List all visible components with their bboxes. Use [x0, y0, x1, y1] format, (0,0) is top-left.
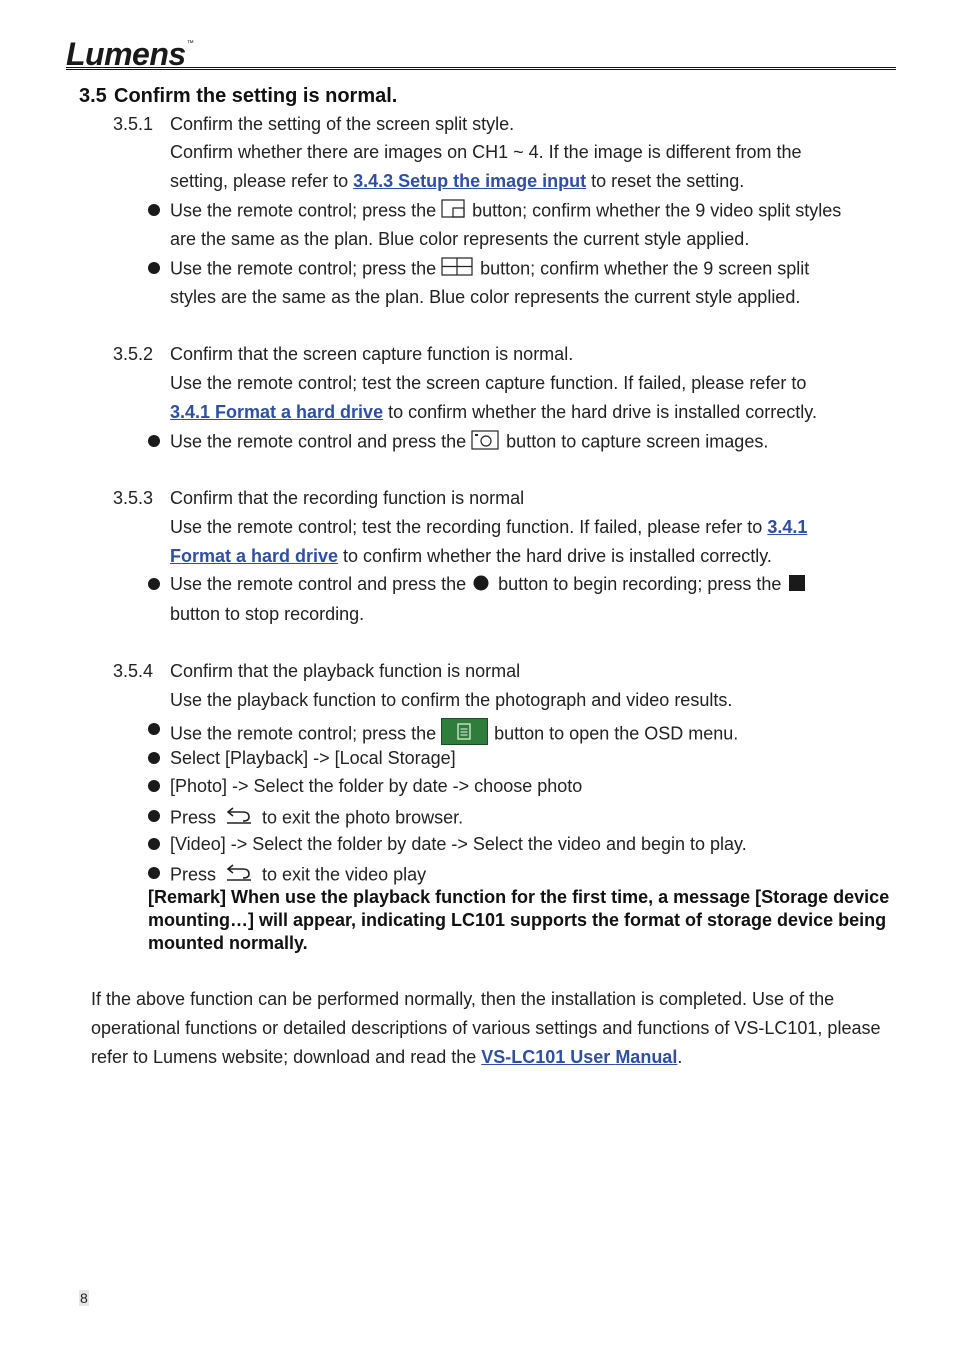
bullet-text: Use the remote control; press the button; confirm whether the 9 video split styles [170, 199, 841, 224]
remark-note: [Remark] When use the playback function for the first time, a message [Storage device mounting…] will appear, indicating LC101 supports the format of storage device being mounted normally. [148, 887, 890, 953]
section-heading [79, 85, 397, 108]
bullet-text: Use the remote control and press the button to capture screen images. [170, 430, 768, 455]
bullet-text: Use the remote control; press the button; confirm whether the 9 screen split [170, 257, 809, 282]
body-line: Use the remote control; test the screen capture function. If failed, please refer to [170, 373, 807, 393]
bullet [148, 780, 160, 792]
bullet [148, 867, 160, 879]
header-rule [66, 67, 896, 70]
body-line: Confirm whether there are images on CH1 ~ 4. If the image is different from the [170, 142, 802, 162]
bullet-text-cont: are the same as the plan. Blue color represents the current style applied. [170, 229, 750, 249]
record-icon [471, 574, 493, 597]
bullet [148, 262, 160, 274]
body-line: setting, please refer to 3.4.3 Setup the image input to reset the setting. [170, 171, 745, 191]
bullet [148, 752, 160, 764]
subsection-title: Confirm that the playback function is normal [170, 661, 521, 681]
subsection-title: Confirm that the screen capture function is normal. [170, 344, 574, 364]
link-format-hard-drive[interactable]: 3.4.1 Format a hard drive [170, 402, 384, 422]
bullet-text: Press to exit the photo browser. [170, 805, 463, 832]
pip-split-icon [441, 199, 467, 224]
bullet-text: [Photo] -> Select the folder by date -> choose photo [170, 776, 583, 796]
stop-icon [786, 574, 808, 597]
bullet [148, 578, 160, 590]
return-icon [221, 862, 257, 889]
bullet-text: Use the remote control and press the button to begin recording; press the [170, 573, 808, 597]
section-title: Confirm the setting is normal. [114, 85, 398, 107]
subsection-number: 3.5.3 [113, 488, 154, 508]
link-format-hard-drive-b[interactable]: Format a hard drive [170, 546, 339, 566]
body-line: Use the remote control; test the recording function. If failed, please refer to 3.4.1 [170, 517, 808, 537]
camera-icon [471, 430, 501, 455]
link-format-hard-drive-a[interactable]: 3.4.1 [767, 517, 808, 537]
lumens-logo: Lumens™ [66, 36, 194, 72]
section-number: 3.5 [79, 85, 107, 107]
body-line: Use the playback function to confirm the photograph and video results. [170, 690, 733, 710]
bullet-text: [Video] -> Select the folder by date -> Select the video and begin to play. [170, 834, 747, 854]
return-icon [221, 805, 257, 832]
closing-paragraph: If the above function can be performed normally, then the installation is completed. Use of the operational functions or detailed descriptions of various settings and functions of VS-LC101, please refer to Lumens website; download and read the VS-LC101 User Manual. [91, 989, 881, 1067]
quad-split-icon [441, 257, 475, 282]
bullet [148, 723, 160, 735]
bullet-text: Use the remote control; press the button to open the OSD menu. [170, 718, 738, 751]
subsection-number: 3.5.2 [113, 344, 154, 364]
subsection-title: Confirm that the recording function is normal [170, 488, 525, 508]
subsection-number: 3.5.1 [113, 114, 154, 134]
link-user-manual[interactable]: VS-LC101 User Manual [481, 1047, 678, 1067]
body-line: 3.4.1 Format a hard drive to confirm whether the hard drive is installed correctly. [170, 402, 817, 422]
bullet [148, 810, 160, 822]
bullet [148, 838, 160, 850]
bullet [148, 204, 160, 216]
subsection-title: Confirm the setting of the screen split style. [170, 114, 515, 134]
bullet [148, 435, 160, 447]
bullet-text-cont: button to stop recording. [170, 604, 365, 624]
subsection-number: 3.5.4 [113, 661, 154, 681]
page-number: 8 [80, 1290, 88, 1306]
bullet-text-cont: styles are the same as the plan. Blue color represents the current style applied. [170, 287, 801, 307]
body-line: Format a hard drive to confirm whether the hard drive is installed correctly. [170, 546, 772, 566]
bullet-text: Press to exit the video play [170, 862, 426, 889]
link-setup-image-input[interactable]: 3.4.3 Setup the image input [353, 171, 587, 191]
bullet-text: Select [Playback] -> [Local Storage] [170, 748, 456, 768]
